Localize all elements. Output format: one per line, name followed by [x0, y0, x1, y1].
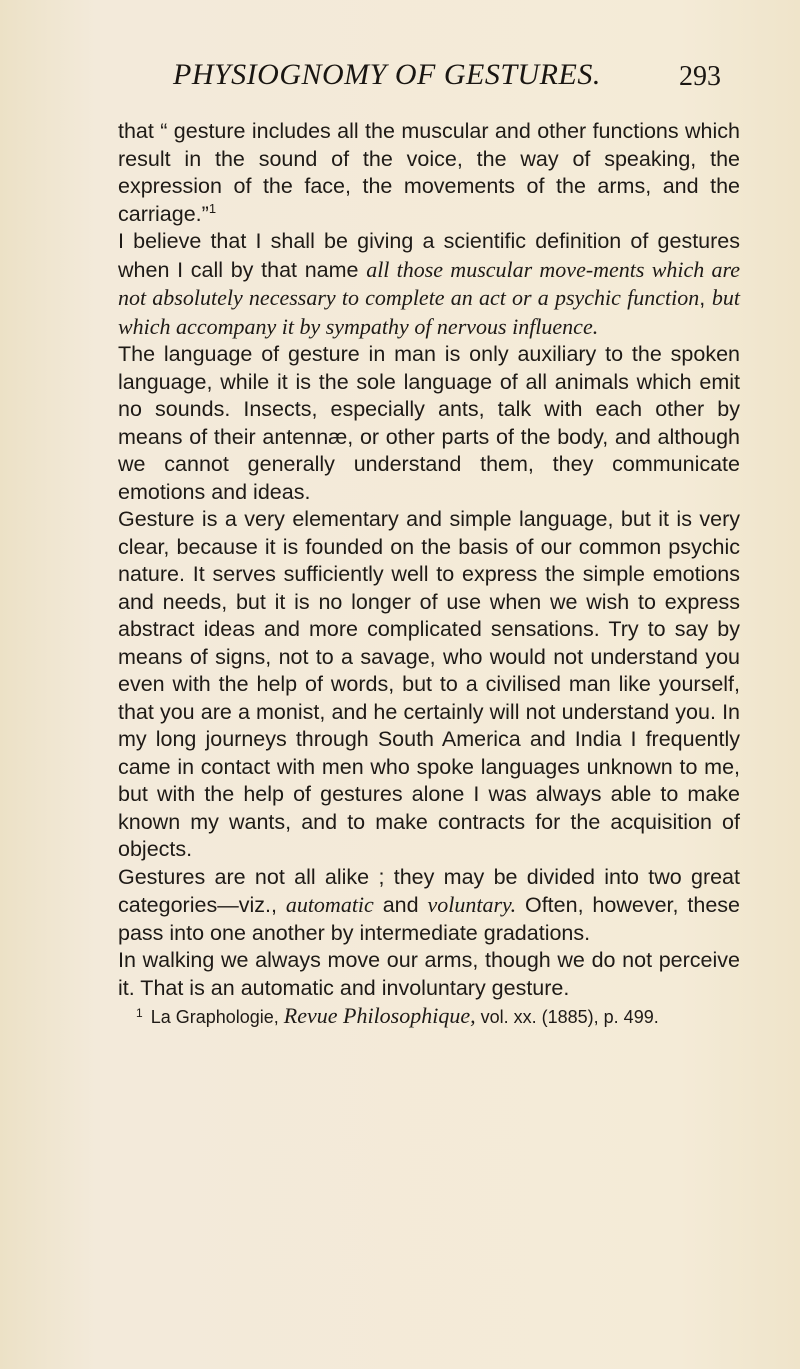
paragraph-4 [118, 506, 740, 864]
footnote-text: La Graphologie, [150, 1007, 284, 1027]
paragraph-text: and [373, 893, 428, 917]
italic-definition: all those muscular move-ments which are not absolutely necessary to complete an act or a psychic function [118, 256, 740, 310]
footnote-journal: Revue Philosophique, [283, 1003, 476, 1028]
paragraph-text: that “ gesture includes all the muscular and other functions which result in the sound of the voice, the way of speaking, the expression of the face, the movements of the arms, and the carriage.” [118, 119, 740, 226]
page-number: 293 [679, 61, 721, 92]
paragraph-1 [118, 118, 740, 228]
page-header [0, 58, 800, 98]
paragraph-2 [118, 228, 740, 341]
footnote-reference: 1 [208, 200, 217, 216]
paragraph-text: I believe that I shall be giving a scientific definition of gestures when I call by that name [118, 229, 740, 282]
footnote-text: vol. xx. (1885), p. 499. [475, 1007, 659, 1027]
paragraph-text: The language of gesture in man is only auxiliary to the spoken language, while it is the sole language of all animals which emit no sounds. Insects, especially ants, talk with each other by means of their antennæ, or other parts of the body, and although we cannot generally understand them, they communicate emotions and ideas. [118, 342, 740, 504]
paragraph-3 [118, 341, 740, 506]
paragraph-text: , [699, 286, 712, 310]
paragraph-text: Gesture is a very elementary and simple language, but it is very clear, because it is founded on the basis of our common psychic nature. It serves sufficiently well to express the simple emotions and needs, but it is no longer of use when we wish to express abstract ideas and more complicated sensations. Try to say by means of signs, not to a savage, who would not understand you even with the help of words, but to a civilised man like yourself, that you are a monist, and he certainly will not understand you. In my long journeys through South America and India I frequently came in contact with men who spoke languages unknown to me, but with the help of gestures alone I was always able to make known my wants, and to make contracts for the acquisition of objects. [118, 507, 740, 861]
italic-definition: but which accompany it by sympathy of nervous influence. [118, 285, 740, 339]
footnote [118, 1004, 740, 1029]
footnote-mark: 1 [136, 1006, 143, 1020]
paragraph-text: Gestures are not all alike ; they may be divided into two great categories—viz., [118, 864, 740, 917]
paragraph-text: Often, however, these pass into one another by intermediate gradations. [118, 893, 740, 945]
paragraph-text: In walking we always move our arms, though we do not perceive it. That is an automatic and involuntary gesture. [118, 948, 740, 1000]
italic-term: automatic [285, 892, 374, 917]
italic-term: voluntary. [427, 892, 517, 917]
running-title: PHYSIOGNOMY OF GESTURES. [173, 58, 601, 91]
paragraph-5 [118, 864, 740, 948]
body-text [118, 118, 740, 1029]
paragraph-6 [118, 947, 740, 1002]
